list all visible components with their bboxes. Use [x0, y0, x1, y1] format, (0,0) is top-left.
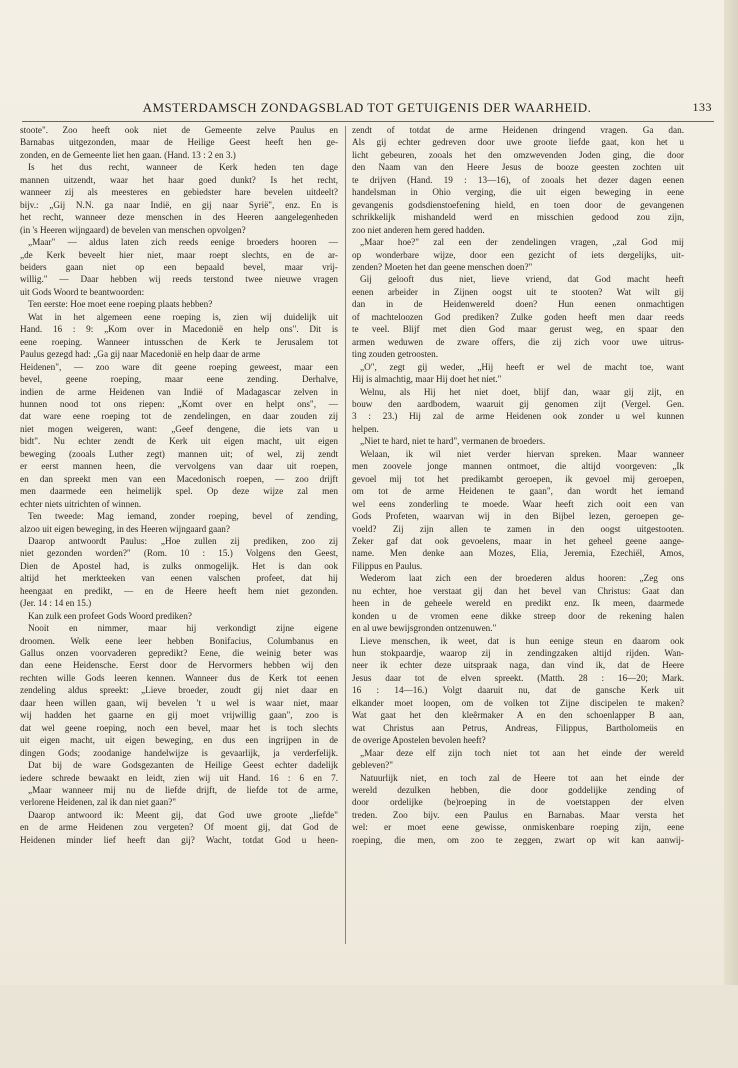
left-column: [20, 124, 338, 846]
text-line: Gij gelooft dus niet, lieve vriend, dat God macht heeft: [360, 274, 684, 285]
text-line: handelsman in Ohio verging, die uit eigen beweging in eene: [352, 187, 684, 198]
bottom-margin: [0, 985, 738, 1068]
text-line: er eerst mannen heen, die vervolgens van daar uit roepen,: [20, 461, 338, 472]
text-line: Ten tweede: Mag iemand, zonder roeping, bevel of zending,: [28, 511, 338, 522]
text-line: alzoo uit eigen beweging, in des Heeren wijngaard gaan?: [20, 523, 230, 534]
text-line: Hij is almachtig, maar Hij doet het niet.": [352, 374, 502, 385]
text-line: Welnu, als Hij het niet doet, blijf dan, waar gij zijt, en: [360, 386, 684, 397]
text-line: Gallus onzen voorvaderen gepredikt? Eene, die weinig beter was: [20, 648, 338, 659]
text-line: Filippus en Paulus.: [352, 560, 423, 571]
text-line: niet mogen weigeren, want: „Geef dengene, die iets van u: [20, 423, 338, 434]
text-line: heen in de geheele wereld en predikt enz. Ik meen, daarmede: [352, 598, 684, 609]
page-edge: [724, 0, 738, 1068]
text-line: uit Gods Woord te beantwoorden:: [20, 286, 145, 297]
text-line: dat ware eene roeping tot de zendelingen, en daar zouden zij: [20, 411, 338, 422]
text-line: Paulus gezegd had: „Ga gij naar Macedonië en help daar de arme: [20, 349, 261, 360]
text-line: helpen.: [352, 423, 379, 434]
text-line: licht gebeuren, zooals het den omzwevenden Joden ging, die door: [352, 149, 684, 160]
text-line: zoo niet anderen hem gered hadden.: [352, 224, 485, 235]
text-line: „de Kerk beveelt hier niet, maar roept slechts, en de ar-: [20, 249, 338, 260]
text-line: Daarop antwoord ik: Meent gij, dat God uwe groote „liefde": [28, 809, 338, 820]
text-line: armen weduwen de zware offers, die zij zich voor uwe uitrus-: [352, 336, 684, 347]
text-line: indien de arme Heidenen van Indië of Madagascar zelven in: [20, 386, 338, 397]
text-line: wereld dezulken hebben, die door goddelijke zending of: [352, 785, 684, 796]
text-line: Nooit en nimmer, maar hij verkondigt zijne eigene: [28, 623, 338, 634]
header-rule: [22, 121, 714, 122]
text-line: gebleven?": [352, 760, 393, 771]
text-line: Is het dus recht, wanneer de Kerk heden ten dage: [28, 162, 338, 173]
column-divider: [345, 126, 346, 944]
text-line: Daarop antwoordt Paulus: „Hoe zullen zij prediken, zoo zij: [28, 535, 338, 546]
text-line: 16 : 14—16.) Volgt daaruit nu, dat de gansche Kerk uit: [352, 685, 684, 696]
text-line: niet gezonden worden?" (Rom. 10 : 15.) Volgens den Geest,: [20, 548, 338, 559]
text-line: Wat in het algemeen eene roeping is, zien wij duidelijk uit: [28, 311, 338, 322]
text-line: dingen Gods; zoodanige handelwijze is gevaarlijk, ja verderfelijk.: [20, 747, 338, 758]
text-line: iedere schrede bewaakt en leidt, zien wij uit Hand. 16 : 6 en 7.: [20, 772, 338, 783]
text-line: Jesus daar tot de elven spreekt. (Matth. 28 : 16—20; Mark.: [352, 672, 684, 683]
text-line: zonden, en de Gemeente liet hen gaan. (Hand. 13 : 2 en 3.): [20, 149, 236, 160]
text-line: te drijven (Hand. 19 : 13—16), of zooals het dezer dagen eenen: [352, 174, 684, 185]
text-line: Dien de Apostel had, is zulks onmogelijk. Het is dan ook: [20, 560, 338, 571]
text-line: stoote". Zoo heeft ook niet de Gemeente zelve Paulus en: [20, 125, 338, 135]
text-line: Lieve menschen, ik weet, dat is hun eenige steun en daarom ook: [360, 635, 684, 646]
text-line: verlorene Heidenen, zal ik dan niet gaan?": [20, 797, 177, 808]
text-line: rechten wille Gods leeren kennen. Wanneer dus de Kerk tot eenen: [20, 672, 338, 683]
text-line: willig." — Daar hebben wij reeds terstond twee nieuwe vragen: [20, 274, 338, 285]
text-line: wanneer zij als meesteres en gebiedster hare bevelen uitdeelt?: [20, 187, 338, 198]
text-line: Natuurlijk niet, en toch zal de Heere tot aan het einde der: [360, 772, 684, 783]
text-line: elkander moet loopen, om de volken tot Zijne discipelen te maken?: [352, 697, 684, 708]
text-line: dan eene Heidensche. Eerst door de Hervormers hebben wij den: [20, 660, 338, 671]
text-line: men daarmede een heimelijk spel. Op deze wijze zal men: [20, 486, 338, 497]
text-line: Gods Profeten, waarvan wij in den Bijbel lezen, geroepen ge-: [352, 511, 684, 522]
text-line: heengaat en predikt, — en de Heere heeft hem niet gezonden.: [20, 585, 338, 596]
text-line: Heidenen", — zoo ware dit geene roeping geweest, maar een: [20, 361, 338, 372]
text-line: en de arme Heidenen zou vergeten? Of moent gij, dat God de: [20, 822, 338, 833]
text-line: door ordelijke (be)roeping in de voetstappen der elven: [352, 797, 684, 808]
text-line: de overige Apostelen bevolen heeft?: [352, 735, 486, 746]
text-line: eene roeping. Wanneer intusschen de Kerk te Jerusalem tot: [20, 336, 338, 347]
text-line: beiders gaan niet op een bepaald bevel, maar vrij-: [20, 261, 338, 272]
text-line: mannen uitzendt, waar het haar goed dunkt? Is het recht,: [20, 174, 338, 185]
text-line: name. Men denke aan Mozes, Elia, Jeremia, Ezechiël, Amos,: [352, 548, 684, 559]
text-line: Wederom laat zich een der broederen aldus hooren: „Zeg ons: [360, 573, 684, 584]
text-line: den Naam van den Heere Jesus de booze geesten zochten uit: [352, 162, 684, 173]
text-line: wij hadden het gaarne en gij moet vrijwillig gaan", zoo is: [20, 710, 338, 721]
text-line: daar heen willen gaan, wij bevelen 't u wel is waar niet, maar: [20, 697, 338, 708]
text-line: dan in de Heidenwereld doen? Hun eenen onmachtigen: [352, 299, 684, 310]
text-line: altijd het merkteeken van eenen valschen profeet, dat hij: [20, 573, 338, 584]
text-line: ting zouden getroosten.: [352, 349, 438, 360]
text-line: „Maar wanneer mij nu de liefde drijft, de liefde tot de arme,: [28, 785, 338, 796]
text-line: Dat bij de ware Godsgezanten de Heilige Geest echter dadelijk: [28, 760, 338, 771]
text-line: of machteloozen God prediken? Zulke goden heeft men daar reeds: [352, 311, 684, 322]
text-line: en al uwe bewijsgronden ontzenuwen.": [352, 623, 497, 634]
text-line: Barnabas uitgezonden, maar de Heilige Geest heeft hen ge-: [20, 137, 338, 148]
text-line: bevel, geene roeping, maar eene zending. Derhalve,: [20, 374, 338, 385]
text-line: Wat gaat het den kleêrmaker A en den schoenlapper B aan,: [352, 710, 684, 721]
text-line: beweging (zooals Luther zegt) mannen uit; of wel, zij zendt: [20, 448, 338, 459]
text-line: (Jer. 14 : 14 en 15.): [20, 598, 92, 609]
text-line: voeld? Zij zijn allen te zamen in den oogst uitgestooten.: [352, 523, 684, 534]
text-line: Hand. 16 : 9: „Kom over in Macedonië en help ons". Dit is: [20, 324, 338, 335]
text-line: wel eens zonderling te moede. Waar heeft zich ooit een van: [352, 498, 684, 509]
text-line: bouw den aardbodem, waaruit gij genomen zijt (Vergel. Gen.: [352, 398, 684, 409]
text-line: wel: er moet eene gewisse, onmiskenbare roeping zijn, eene: [352, 822, 684, 833]
text-line: bijv.: „Gij N.N. ga naar Indië, en gij naar Syrië", enz. En is: [20, 199, 338, 210]
running-header: [22, 100, 712, 118]
text-line: zendeling aldus spreekt: „Lieve broeder, zoudt gij niet daar en: [20, 685, 338, 696]
text-line: Welaan, ik wil niet verder hiervan spreken. Maar wanneer: [360, 448, 684, 459]
text-line: om tot de arme Heidenen te gaan", dan wordt het iemand: [352, 486, 684, 497]
text-line: echter niets uitrichten of winnen.: [20, 498, 142, 509]
text-line: „Maar" — aldus laten zich reeds eenige broeders hooren —: [28, 237, 338, 248]
text-line: „Niet te hard, niet te hard", vermanen de broeders.: [360, 436, 546, 447]
header-title: AMSTERDAMSCH ZONDAGSBLAD TOT GETUIGENIS DER WAARHEID.: [142, 100, 592, 115]
page-number: 133: [692, 100, 712, 114]
text-line: „Maar deze elf zijn toch niet tot aan het einde der wereld: [360, 747, 684, 758]
text-line: op wonderbare wijze, door een gezicht of iets dergelijks, uit-: [352, 249, 684, 260]
text-line: uit eigen macht, uit eigen beweging, en dus een ingrijpen in de: [20, 735, 338, 746]
text-line: en dan spreekt men van een Macedonisch roepen, — zoo drijft: [20, 473, 338, 484]
text-line: 3 : 23.) Hij zal de arme Heidenen ook zonder u wel kunnen: [352, 411, 684, 422]
text-line: „Maar hoe?" zal een der zendelingen vragen, „zal God mij: [360, 237, 684, 248]
text-line: zendt of totdat de arme Heidenen dringend vragen. Ga dan.: [352, 125, 684, 135]
text-line: (in 's Heeren wijngaard) de bevelen van menschen opvolgen?: [20, 224, 246, 235]
text-line: „O", zegt gij weder, „Hij heeft er wel de macht toe, want: [360, 361, 684, 372]
text-line: treden. Zoo bijv. een Paulus en Barnabas. Maar versta het: [352, 809, 684, 820]
text-line: Heidenen minder lief heeft dan gij? Wacht, totdat God u heen-: [20, 834, 338, 845]
text-line: men zoovele jonge mannen ontmoet, die altijd voorgeven: „Ik: [352, 461, 684, 472]
text-line: neer ik echter deze uitspraak naga, dan vind ik, dat de Heere: [352, 660, 684, 671]
text-line: nu echter, hoe verstaat gij dan het bevel van Christus: Gaat dan: [352, 585, 684, 596]
text-line: droomen. Welk eene leer hebben Bonifacius, Columbanus en: [20, 635, 338, 646]
text-line: bidt". Nu echter zendt de Kerk uit eigen macht, uit eigen: [20, 436, 338, 447]
text-line: schrikkelijk mishandeld werd en misschien gedood zou zijn,: [352, 212, 684, 223]
text-line: te veel. Blijf met dien God maar gerust weg, en spaar den: [352, 324, 684, 335]
right-column: [352, 124, 684, 846]
text-line: zenden? Moeten het dan geene menschen doen?": [352, 261, 533, 272]
text-line: wat Christus aan Petrus, Andreas, Filippus, Bartholomeüs en: [352, 722, 684, 733]
text-line: Ten eerste: Hoe moet eene roeping plaats hebben?: [28, 299, 213, 310]
text-line: Als gij echter gedreven door uwe groote liefde gaat, kon het u: [352, 137, 684, 148]
text-line: dat wel geene roeping, noch een bevel, maar het is toch slechts: [20, 722, 338, 733]
text-line: gevoel mij tot het predikambt geroepen, ik gevoel mij geroepen,: [352, 473, 684, 484]
text-line: Kan zulk een profeet Gods Woord prediken?: [28, 610, 192, 621]
text-line: konden u de vromen eene dikke streep door de rekening halen: [352, 610, 684, 621]
text-line: gevangenis godsdienstoefening hield, en toen door de gevangenen: [352, 199, 684, 210]
text-line: eenen arbeider in Zijnen oogst uit te stooten? Wat wilt gij: [352, 286, 684, 297]
text-line: hun stokpaardje, waarop zij in zendingzaken altijd rijden. Wan-: [352, 648, 684, 659]
text-line: het recht, wanneer deze menschen in des Heeren aangelegenheden: [20, 212, 338, 223]
text-line: roeping, die men, om zoo te zeggen, zwart op wit kan aanwij-: [352, 834, 684, 845]
text-line: hunnen nood tot ons riepen: „Komt over en helpt ons", —: [20, 398, 338, 409]
text-line: Zeker gaf dat ook gevoelens, maar in het geheel geene aange-: [352, 535, 684, 546]
